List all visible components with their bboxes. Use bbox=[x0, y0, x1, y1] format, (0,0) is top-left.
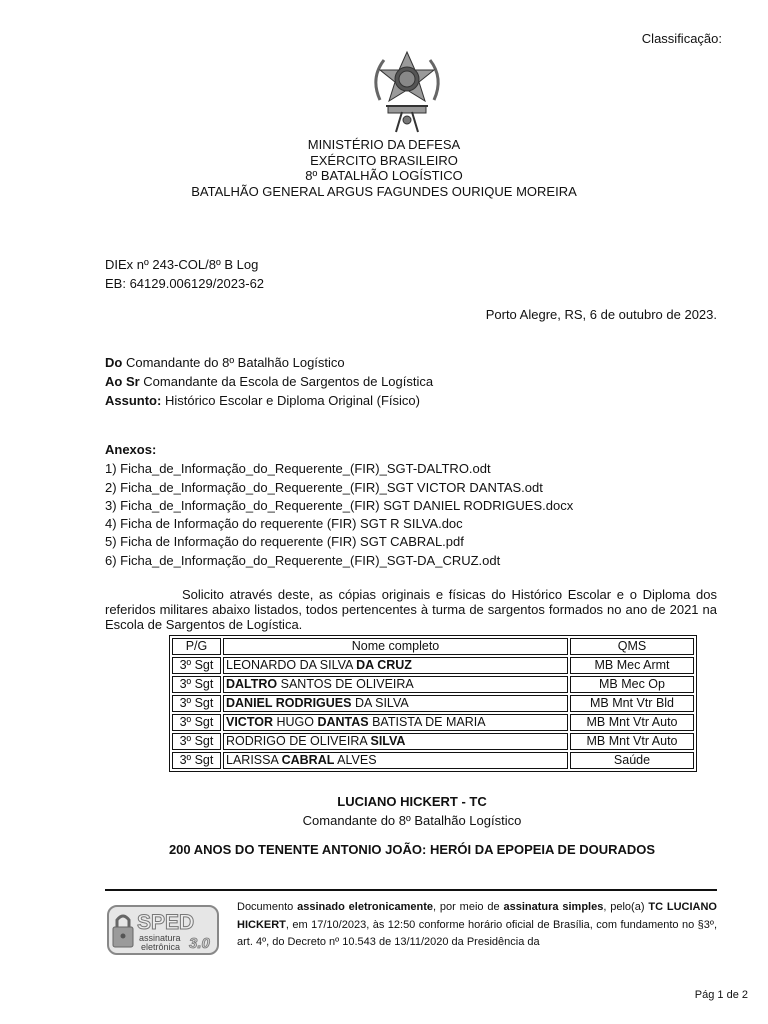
page-number: Pág 1 de 2 bbox=[694, 989, 748, 1001]
name-part: LARISSA bbox=[226, 753, 282, 767]
coat-of-arms-emblem bbox=[366, 48, 448, 136]
name-highlight: DANTAS bbox=[317, 715, 369, 729]
rank-cell: 3º Sgt bbox=[172, 695, 221, 712]
name-highlight: VICTOR bbox=[226, 715, 273, 729]
table-row bbox=[172, 752, 694, 769]
name-cell bbox=[223, 695, 568, 712]
signer-name: LUCIANO HICKERT - TC bbox=[337, 794, 487, 809]
request-paragraph: Solicito através deste, as cópias originais e físicas do Histórico Escolar e o Diploma dos referidos militares abaixo listados, todos pertencentes à turma de sargentos formados no ano de 2021 na Escola de Sargentos de Logística. bbox=[105, 587, 717, 632]
table-header-row bbox=[172, 638, 694, 655]
subject-line bbox=[105, 391, 433, 410]
name-cell bbox=[223, 752, 568, 769]
name-highlight: SILVA bbox=[370, 734, 406, 748]
subject-value: Histórico Escolar e Diploma Original (Físico) bbox=[164, 393, 420, 408]
letterhead bbox=[0, 137, 768, 199]
army-line: EXÉRCITO BRASILEIRO bbox=[310, 152, 458, 168]
name-cell bbox=[223, 657, 568, 674]
motto-line: 200 ANOS DO TENENTE ANTONIO JOÃO: HERÓI DA EPOPEIA DE DOURADOS bbox=[168, 842, 656, 857]
notice-text: , pelo(a) bbox=[603, 901, 649, 913]
annex-item: 2) Ficha_de_Informação_do_Requerente_(FIR)_SGT VICTOR DANTAS.odt bbox=[105, 479, 543, 495]
from-line bbox=[105, 353, 433, 372]
name-part: SANTOS DE OLIVEIRA bbox=[277, 677, 414, 691]
header-full-name: Nome completo bbox=[223, 638, 568, 655]
header-qms: QMS bbox=[570, 638, 694, 655]
rank-cell: 3º Sgt bbox=[172, 733, 221, 750]
rank-cell: 3º Sgt bbox=[172, 676, 221, 693]
name-part: HUGO bbox=[273, 715, 318, 729]
name-highlight: DALTRO bbox=[226, 677, 278, 691]
table-row bbox=[172, 695, 694, 712]
signature-block bbox=[0, 792, 768, 830]
diex-number: DIEx nº 243-COL/8º B Log bbox=[105, 257, 259, 272]
battalion-line: 8º BATALHÃO LOGÍSTICO bbox=[305, 168, 463, 183]
name-cell bbox=[223, 733, 568, 750]
to-line bbox=[105, 372, 433, 391]
table-row bbox=[172, 714, 694, 731]
name-part: DA SILVA bbox=[351, 696, 409, 710]
date-line: Porto Alegre, RS, 6 de outubro de 2023. bbox=[485, 307, 717, 322]
rank-cell: 3º Sgt bbox=[172, 714, 221, 731]
name-highlight: DA CRUZ bbox=[356, 658, 412, 672]
name-part: ALVES bbox=[334, 753, 377, 767]
footer-divider bbox=[105, 889, 717, 891]
to-label: Ao Sr bbox=[105, 374, 140, 389]
eb-number: EB: 64129.006129/2023-62 bbox=[105, 275, 265, 291]
subject-label: Assunto: bbox=[105, 393, 162, 408]
to-value: Comandante da Escola de Sargentos de Logística bbox=[143, 374, 434, 389]
qms-cell: MB Mec Op bbox=[570, 676, 694, 693]
annex-item: 6) Ficha_de_Informação_do_Requerente_(FIR)_SGT-DA_CRUZ.odt bbox=[105, 552, 501, 568]
header-rank: P/G bbox=[172, 638, 221, 655]
notice-text: Documento bbox=[237, 901, 298, 913]
notice-text: , por meio de bbox=[433, 901, 504, 913]
addressing-block bbox=[105, 353, 433, 410]
name-part: RODRIGO DE OLIVEIRA bbox=[226, 734, 371, 748]
seal-version: 3.0 bbox=[189, 935, 210, 952]
rank-cell: 3º Sgt bbox=[172, 657, 221, 674]
name-highlight: DANIEL RODRIGUES bbox=[226, 696, 352, 710]
seal-caption-2: eletrônica bbox=[141, 942, 181, 952]
name-cell bbox=[223, 676, 568, 693]
classification-label: Classificação: bbox=[641, 31, 722, 46]
seal-brand: SPED bbox=[137, 911, 195, 934]
annex-item: 4) Ficha de Informação do requerente (FIR) SGT R SILVA.doc bbox=[105, 516, 463, 532]
table-row bbox=[172, 676, 694, 693]
annex-item: 3) Ficha_de_Informação_do_Requerente_(FIR) SGT DANIEL RODRIGUES.docx bbox=[105, 497, 574, 513]
qms-cell: Saúde bbox=[570, 752, 694, 769]
notice-emphasis: assinatura simples bbox=[503, 901, 604, 913]
document-reference bbox=[105, 256, 264, 293]
qms-cell: MB Mnt Vtr Bld bbox=[570, 695, 694, 712]
qms-cell: MB Mnt Vtr Auto bbox=[570, 714, 694, 731]
name-cell bbox=[223, 714, 568, 731]
name-highlight: CABRAL bbox=[281, 753, 335, 767]
battalion-name-line: BATALHÃO GENERAL ARGUS FAGUNDES OURIQUE MOREIRA bbox=[191, 183, 577, 199]
ministry-line: MINISTÉRIO DA DEFESA bbox=[307, 137, 461, 152]
name-part: BATISTA DE MARIA bbox=[368, 715, 486, 729]
sped-seal-icon bbox=[107, 905, 219, 955]
electronic-signature-notice bbox=[237, 899, 717, 952]
table-row bbox=[172, 733, 694, 750]
table-row bbox=[172, 657, 694, 674]
qms-cell: MB Mec Armt bbox=[570, 657, 694, 674]
rank-cell: 3º Sgt bbox=[172, 752, 221, 769]
from-label: Do bbox=[105, 355, 123, 370]
notice-text: , em 17/10/2023, às 12:50 conforme horário oficial de Brasília, com fundamento no §3º, art. 4º, do Decreto nº 10.543 de 13/11/2020 da Presidência da bbox=[237, 918, 717, 948]
annex-title: Anexos: bbox=[105, 442, 157, 457]
qms-cell: MB Mnt Vtr Auto bbox=[570, 733, 694, 750]
name-part: LEONARDO DA SILVA bbox=[226, 658, 357, 672]
from-value: Comandante do 8º Batalhão Logístico bbox=[125, 355, 345, 370]
annex-item: 1) Ficha_de_Informação_do_Requerente_(FIR)_SGT-DALTRO.odt bbox=[105, 461, 491, 477]
notice-emphasis: assinado eletronicamente bbox=[297, 901, 434, 913]
annex-list bbox=[105, 441, 573, 570]
notice-emphasis: TC LUCIANO HICKERT bbox=[237, 901, 717, 931]
seal-caption-1: assinatura bbox=[139, 933, 181, 943]
signer-role: Comandante do 8º Batalhão Logístico bbox=[302, 813, 522, 828]
personnel-table bbox=[169, 635, 697, 772]
annex-item: 5) Ficha de Informação do requerente (FIR) SGT CABRAL.pdf bbox=[105, 534, 464, 550]
